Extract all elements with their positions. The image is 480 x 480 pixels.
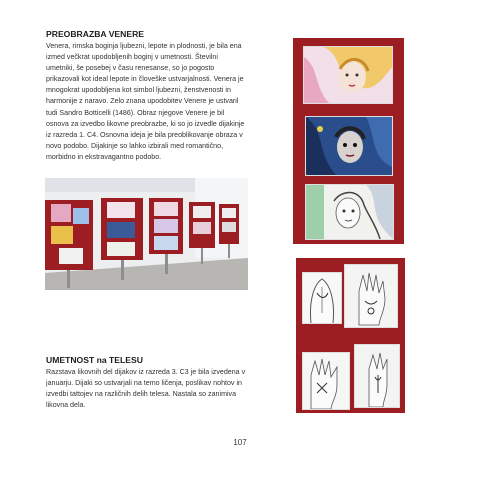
section-title-venus: PREOBRAZBA VENERE <box>46 29 145 39</box>
text-line: umetniki, še posebej v času renesanse, so jo pogosto <box>46 64 215 73</box>
section-text-body-art <box>46 367 280 411</box>
section-title-body-art: UMETNOST na TELESU <box>46 355 143 365</box>
portrait-extravagant <box>305 184 394 240</box>
portrait-romantic <box>303 46 393 104</box>
drawing-hand-tattoo <box>344 264 398 328</box>
text-line: prikazovali kot ideal lepote in človeške ustvarjalnosti. Venera je <box>46 75 244 84</box>
text-line: mnogokrat upodobljena kot simbol ljubezni, ženstvenosti in <box>46 86 231 95</box>
text-line: likovna dela. <box>46 401 86 410</box>
text-line: harmonije z naravo. Zelo znana upodobitev Venere je ustvaril <box>46 97 239 106</box>
drawing-back-tattoo <box>302 272 342 324</box>
section-text-venus <box>46 41 278 163</box>
text-line: januarju. Dijaki so ustvarjali na temo ličenja, poslikav nohtov in <box>46 379 242 388</box>
text-line: izmed večkrat upodobljenih boginj v umetnosti. Številni <box>46 53 218 62</box>
text-line: tudi Sandro Botticelli (1486). Obraz njegove Venere je bil <box>46 108 225 117</box>
text-line: iz razreda 1. C4. Osnovna ideja je bila preoblikovanje obraza v <box>46 130 243 139</box>
photo-body-art <box>296 258 405 413</box>
photo-exhibition-hall <box>45 178 248 290</box>
drawing-arm-tattoo <box>302 352 350 410</box>
text-line: osnova za izvedbo likovne preobrazbe, ki so jo izvedle dijakinje <box>46 119 245 128</box>
text-line: Razstava likovnih del dijakov iz razreda 3. C3 je bila izvedena v <box>46 368 246 376</box>
drawing-foot-tattoo <box>354 344 400 408</box>
text-line: izvedbi tattojev na različnih delih telesa. Nastala so zanimiva <box>46 390 237 399</box>
photo-venus-portraits <box>293 38 404 244</box>
text-line: morbidno in ekstravagantno podobo. <box>46 152 162 161</box>
text-line: Venera, rimska boginja ljubezni, lepote in plodnosti, je bila ena <box>46 42 242 50</box>
portrait-morbid <box>305 116 393 176</box>
text-line: novo podobo. Dijakinje so lahko izbirali med romantično, <box>46 141 224 150</box>
page-number: 107 <box>233 438 247 447</box>
